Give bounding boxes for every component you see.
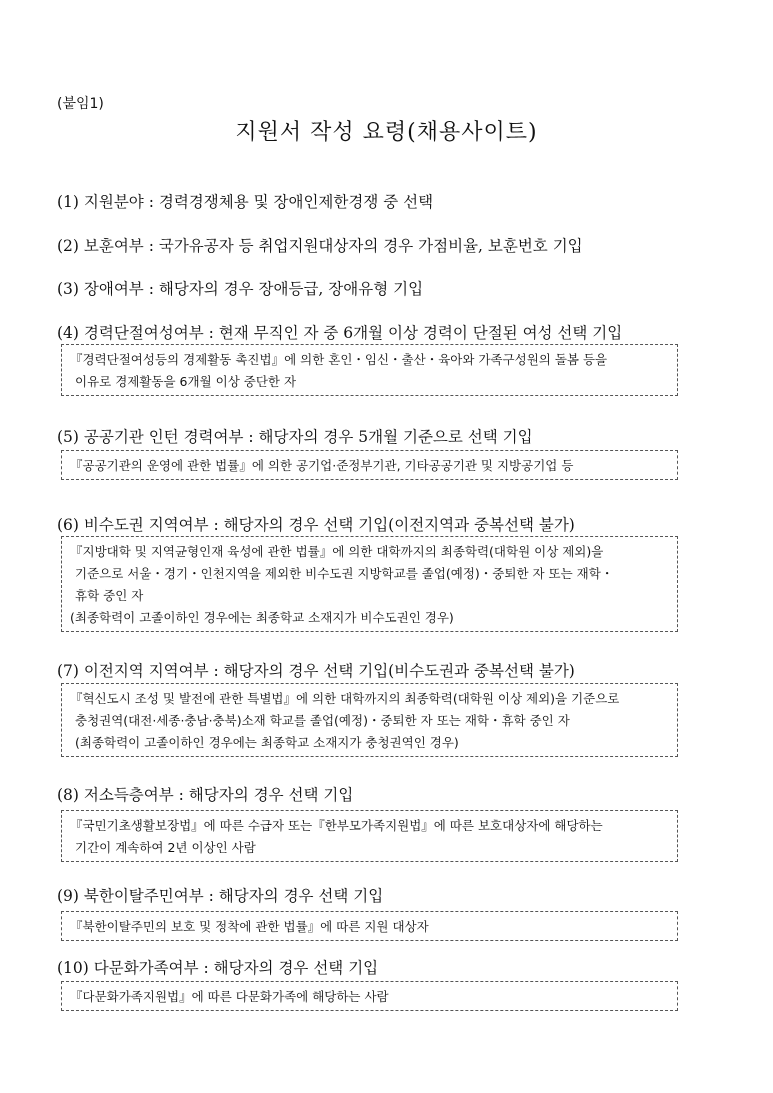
note-line: 기준으로 서울・경기・인천지역을 제외한 비수도권 지방학교를 졸업(예정)・중퇴한 자 또는 재학・: [75, 566, 614, 581]
note-line: 휴학 중인 자: [75, 588, 144, 603]
item-9-note-box: [61, 911, 678, 941]
note-line: 『공공기관의 운영에 관한 법률』에 의한 공기업·준정부기관, 기타공공기관 및 지방공기업 등: [70, 458, 574, 473]
item-8-heading: (8) 저소득층여부 : 해당자의 경우 선택 기입: [57, 786, 354, 804]
item-4-heading: (4) 경력단절여성여부 : 현재 무직인 자 중 6개월 이상 경력이 단절된 여성 선택 기입: [57, 324, 623, 342]
attachment-label: (붙임1): [57, 96, 104, 112]
item-7-heading: (7) 이전지역 지역여부 : 해당자의 경우 선택 기입(비수도권과 중복선택 불가): [57, 662, 575, 680]
item-6-note-box: [61, 536, 678, 632]
item-3-heading: (3) 장애여부 : 해당자의 경우 장애등급, 장애유형 기입: [57, 280, 424, 298]
item-6-heading: (6) 비수도권 지역여부 : 해당자의 경우 선택 기입(이전지역과 중복선택 불가): [57, 516, 575, 534]
item-5-heading: (5) 공공기관 인턴 경력여부 : 해당자의 경우 5개월 기준으로 선택 기입: [57, 428, 533, 446]
item-8-note-box: [61, 810, 678, 862]
note-line: 『경력단절여성등의 경제활동 촉진법』에 의한 혼인・임신・출산・육아와 가족구성원의 돌봄 등을: [70, 352, 608, 367]
note-line: 이유로 경제활동을 6개월 이상 중단한 자: [75, 374, 297, 389]
note-line: 기간이 계속하여 2년 이상인 사람: [75, 840, 256, 855]
item-1-heading: (1) 지원분야 : 경력경쟁체용 및 장애인제한경쟁 중 선택: [57, 193, 434, 211]
note-line: (최종학력이 고졸이하인 경우에는 최종학교 소재지가 충청권역인 경우): [75, 735, 459, 750]
item-9-heading: (9) 북한이탈주민여부 : 해당자의 경우 선택 기입: [57, 887, 384, 905]
item-2-heading: (2) 보훈여부 : 국가유공자 등 취업지원대상자의 경우 가점비율, 보훈번호 기입: [57, 237, 583, 255]
note-line: 『국민기초생활보장법』에 따른 수급자 또는『한부모가족지원법』에 따른 보호대상자에 해당하는: [70, 818, 603, 833]
note-line: (최종학력이 고졸이하인 경우에는 최종학교 소재지가 비수도권인 경우): [70, 610, 454, 625]
note-line: 충청권역(대전·세종·충남·충북)소재 학교를 졸업(예정)・중퇴한 자 또는 재학・휴학 중인 자: [75, 713, 570, 728]
item-10-note-box: [61, 981, 678, 1011]
item-5-note-box: [61, 450, 678, 480]
document-title: 지원서 작성 요령(채용사이트): [235, 120, 538, 145]
note-line: 『지방대학 및 지역균형인재 육성에 관한 법률』에 의한 대학까지의 최종학력(대학원 이상 제외)을: [70, 544, 604, 559]
note-line: 『북한이탈주민의 보호 및 정착에 관한 법률』에 따른 지원 대상자: [70, 919, 429, 934]
note-line: 『혁신도시 조성 및 발전에 관한 특별법』에 의한 대학까지의 최종학력(대학원 이상 제외)을 기준으로: [70, 691, 620, 706]
note-line: 『다문화가족지원법』에 따른 다문화가족에 해당하는 사람: [70, 989, 389, 1004]
item-10-heading: (10) 다문화가족여부 : 해당자의 경우 선택 기입: [57, 959, 379, 977]
item-7-note-box: [61, 683, 678, 757]
item-4-note-box: [61, 344, 678, 396]
